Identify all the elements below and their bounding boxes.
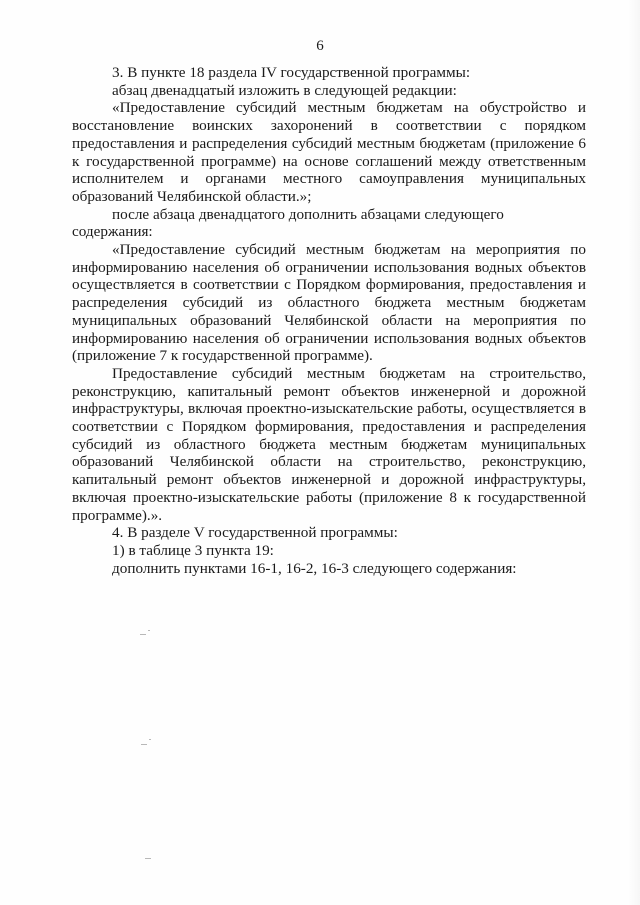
paragraph-quote-military-burials: «Предоставление субсидий местным бюджетам на обустройство и восстановление воинских захоронений в соответствии с порядком предоставления и распределения субсидий местным бюджетам (приложение 6 к государственной программе) на основе соглашений между ответственным исполнителем и органами местного самоуправления муниципальных образований Челябинской области.»;: [72, 99, 586, 205]
paragraph-add-items: дополнить пунктами 16-1, 16-2, 16-3 следующего содержания:: [112, 559, 517, 577]
paragraph-item-4-heading: 4. В разделе V государственной программы:: [112, 524, 398, 542]
paragraph-item-3-heading: 3. В пункте 18 раздела IV государственной программы:: [112, 64, 471, 81]
paragraph-after-abzac-12: после абзаца двенадцатого дополнить абзацами следующего содержания:: [72, 205, 504, 241]
paragraph-infrastructure-subsidies: Предоставление субсидий местным бюджетам на строительство, реконструкцию, капитальный ремонт объектов инженерной и дорожной инфраструктуры, включая проектно-изыскательские работы, осуществляется в соответствии с Порядком формирования, предоставления и распределения субсидий из областного бюджета местным бюджетам муниципальных образований Челябинской области на строительство, реконструкцию, капитальный ремонт объектов инженерной и дорожной инфраструктуры, включая проектно-изыскательские работы (приложение 8 к государственной программе).».: [72, 364, 586, 524]
scan-artifact-mark: [145, 858, 151, 859]
scan-artifact-mark: [148, 630, 150, 631]
scan-artifact-mark: [141, 744, 147, 745]
paragraph-abzac-12: абзац двенадцатый изложить в следующей редакции:: [112, 81, 457, 99]
paragraph-quote-water-objects: «Предоставление субсидий местным бюджетам на мероприятия по информированию населения об ограничении использования водных объектов осуществляется в соответствии с Порядком формирования, предоставления и распределения субсидий из областного бюджета местным бюджетам муниципальных образований Челябинской области на мероприятия по информированию населения об ограничении использования водных объектов (приложение 7 к государственной программе).: [72, 241, 586, 365]
scan-artifact-mark: [140, 634, 146, 635]
paragraph-table-3-item-19: 1) в таблице 3 пункта 19:: [112, 541, 274, 559]
page-number: 6: [316, 38, 324, 54]
document-body: [72, 64, 586, 577]
page-edge-shadow: [628, 0, 640, 905]
scan-artifact-mark: [149, 739, 151, 740]
